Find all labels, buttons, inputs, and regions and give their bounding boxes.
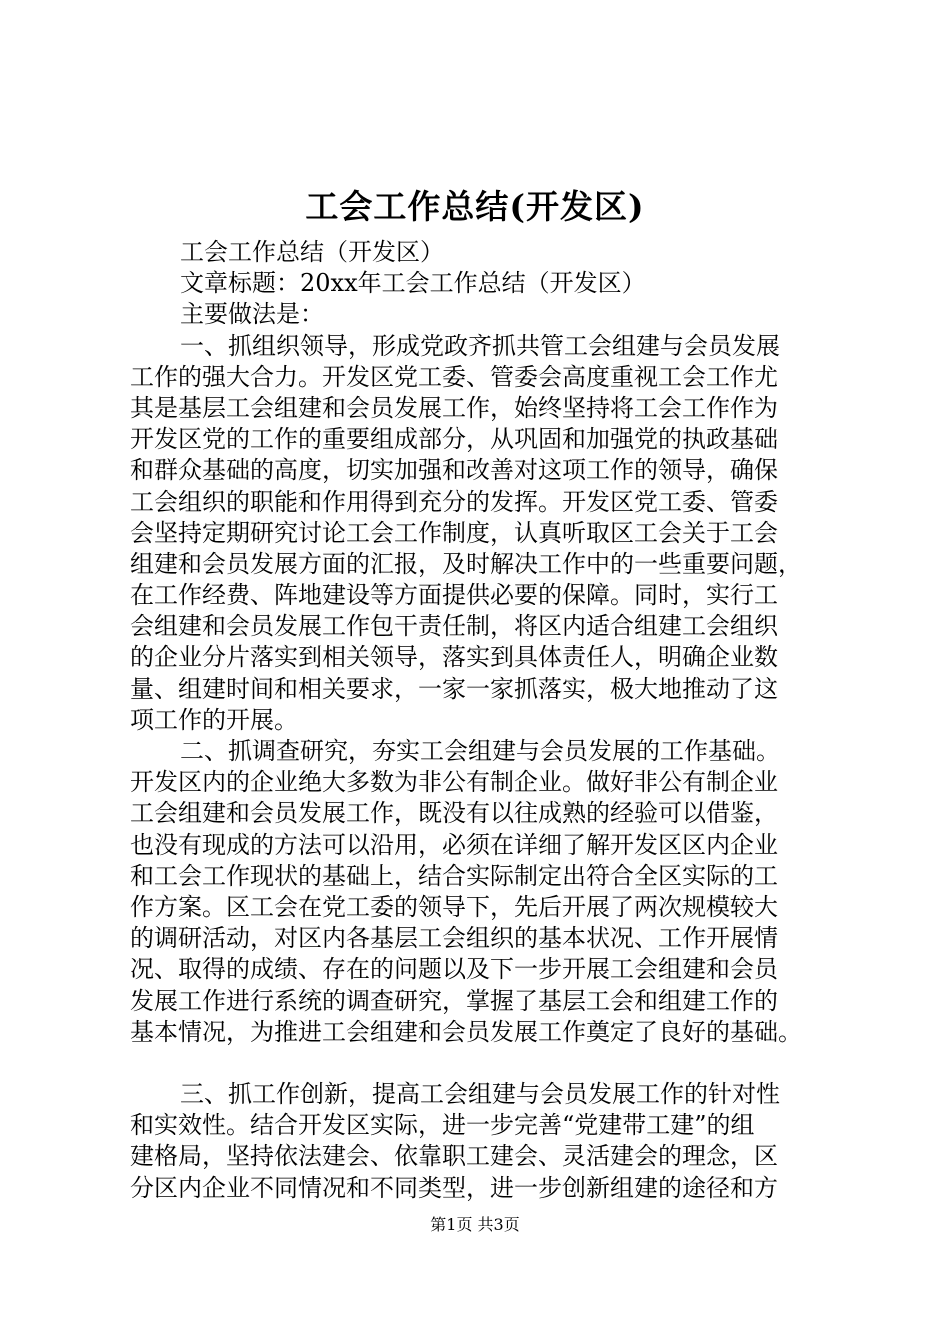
- paragraph-line: 会坚持定期研究讨论工会工作制度，认真听取区工会关于工会: [130, 518, 778, 547]
- paragraph-line: 工会组织的职能和作用得到充分的发挥。开发区党工委、管委: [130, 487, 778, 516]
- paragraph-line: 文章标题：20xx年工会工作总结（开发区）: [180, 269, 646, 298]
- paragraph-line: 发展工作进行系统的调查研究，掌握了基层工会和组建工作的: [130, 986, 778, 1015]
- paragraph-line: 和工会工作现状的基础上，结合实际制定出符合全区实际的工: [130, 861, 778, 890]
- paragraph-line: 三、抓工作创新，提高工会组建与会员发展工作的针对性: [180, 1080, 780, 1109]
- paragraph-line: 其是基层工会组建和会员发展工作，始终坚持将工会工作作为: [130, 393, 778, 422]
- paragraph-line: 工作的强大合力。开发区党工委、管委会高度重视工会工作尤: [130, 362, 778, 391]
- document-body: [130, 237, 838, 1204]
- paragraph-line: 开发区党的工作的重要组成部分，从巩固和加强党的执政基础: [130, 425, 778, 454]
- page-number-footer: 第1页 共3页: [430, 1215, 520, 1234]
- paragraph-line: 量、组建时间和相关要求，一家一家抓落实，极大地推动了这: [130, 674, 778, 703]
- paragraph-line: 工会工作总结（开发区）: [180, 238, 444, 266]
- paragraph-line: 分区内企业不同情况和不同类型，进一步创新组建的途径和方: [130, 1173, 778, 1202]
- paragraph-line: 会组建和会员发展工作包干责任制，将区内适合组建工会组织: [130, 612, 778, 641]
- paragraph-line: 工会组建和会员发展工作，既没有以往成熟的经验可以借鉴，: [130, 799, 778, 828]
- paragraph-line: 在工作经费、阵地建设等方面提供必要的保障。同时，实行工: [130, 581, 778, 610]
- paragraph-line: 建格局，坚持依法建会、依靠职工建会、灵活建会的理念，区: [130, 1142, 778, 1171]
- paragraph-line: 一、抓组织领导，形成党政齐抓共管工会组建与会员发展: [180, 331, 780, 360]
- paragraph-line: 开发区内的企业绝大多数为非公有制企业。做好非公有制企业: [130, 768, 778, 797]
- paragraph-line: 项工作的开展。: [130, 705, 298, 734]
- document-title: 工会工作总结(开发区): [305, 187, 645, 226]
- paragraph-line: 的调研活动，对区内各基层工会组织的基本状况、工作开展情: [130, 924, 778, 953]
- paragraph-spacer: [130, 1048, 838, 1079]
- paragraph-line: 也没有现成的方法可以沿用，必须在详细了解开发区区内企业: [130, 830, 778, 859]
- paragraph-line: 况、取得的成绩、存在的问题以及下一步开展工会组建和会员: [130, 955, 778, 984]
- paragraph-line: 二、抓调查研究，夯实工会组建与会员发展的工作基础。: [180, 737, 780, 765]
- paragraph-line: 作方案。区工会在党工委的领导下，先后开展了两次规模较大: [130, 892, 778, 921]
- paragraph-line: 和实效性。结合开发区实际，进一步完善“党建带工建”的组: [130, 1111, 755, 1140]
- paragraph-line: 的企业分片落实到相关领导，落实到具体责任人，明确企业数: [130, 643, 778, 672]
- paragraph-line: 组建和会员发展方面的汇报，及时解决工作中的一些重要问题，: [130, 549, 802, 578]
- paragraph-line: 主要做法是：: [180, 300, 324, 329]
- paragraph-line: 基本情况，为推进工会组建和会员发展工作奠定了良好的基础。: [130, 1017, 802, 1046]
- paragraph-line: 和群众基础的高度，切实加强和改善对这项工作的领导，确保: [130, 456, 778, 485]
